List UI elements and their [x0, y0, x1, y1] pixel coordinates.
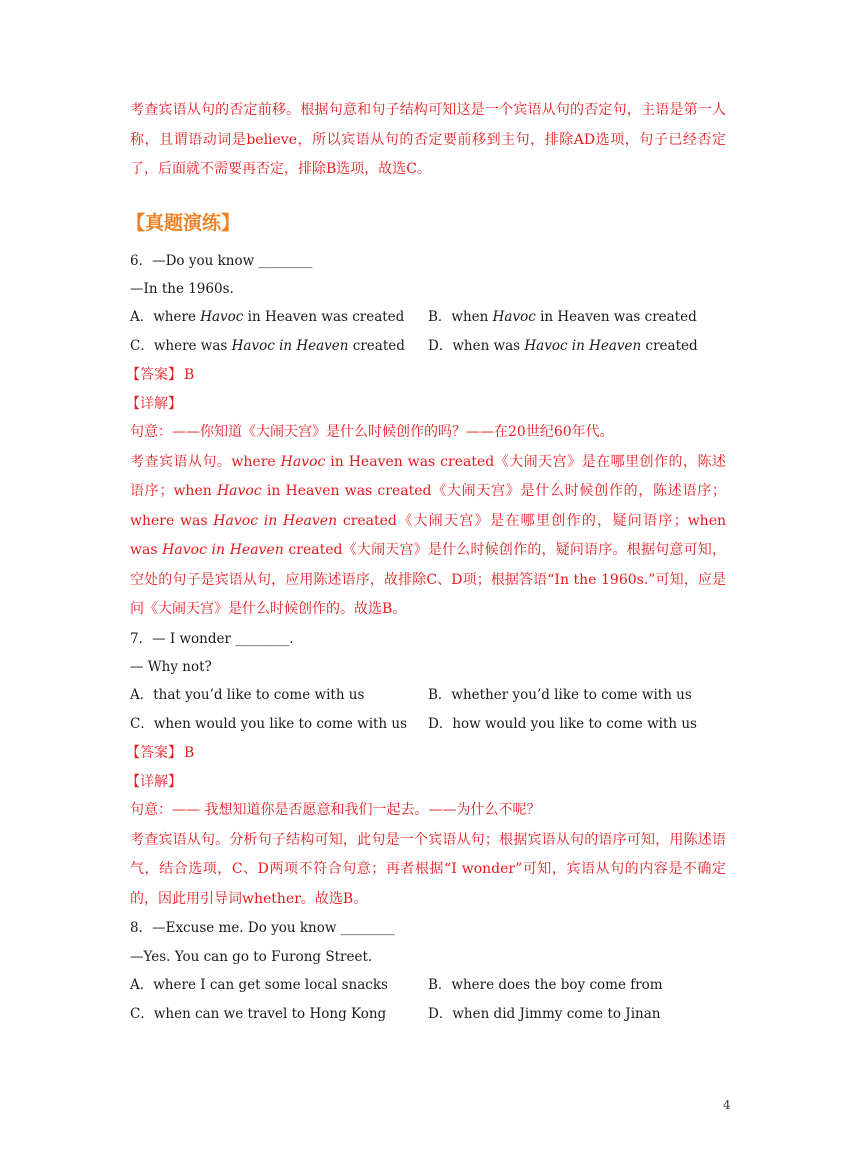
q6-option-d: D．when was Havoc in Heaven created [428, 338, 698, 355]
q8-options-row2 [130, 1000, 726, 1029]
q7-options-row1 [130, 681, 726, 710]
q6-option-c: C．where was Havoc in Heaven created [130, 338, 405, 355]
section-title: 【真题演练】 [126, 211, 241, 234]
q6-response: —In the 1960s. [130, 280, 234, 297]
q8-option-a: A．where I can get some local snacks [130, 976, 388, 993]
question-6 [126, 247, 727, 625]
q6-option-a: A．where Havoc in Heaven was created [130, 309, 405, 326]
q7-option-b: B．whether you’d like to come with us [428, 687, 692, 704]
q7-stem: 7．— I wonder ________. [130, 630, 294, 647]
q6-detail-label: 【详解】 [126, 395, 182, 412]
q7-explanation: 考查宾语从句。分析句子结构可知，此句是一个宾语从句；根据宾语从句的语序可知，用陈述语气，结合选项，C、D两项不符合句意；再者根据“I wonder”可知，宾语从句的内容是不确定的，因此用引导词whether。故选B。 [130, 831, 726, 907]
q6-options-row1 [130, 303, 726, 332]
q6-options-row2 [130, 332, 726, 361]
q6-meaning: 句意：——你知道《大闹天宫》是什么时候创作的吗？——在20世纪60年代。 [130, 424, 614, 441]
page-number: 4 [723, 1098, 731, 1112]
q8-response: —Yes. You can go to Furong Street. [130, 948, 373, 965]
q6-answer: 【答案】 B [126, 367, 195, 384]
q7-option-a: A．that you’d like to come with us [130, 687, 365, 704]
document-body [126, 96, 727, 1029]
q6-option-b: B．when Havoc in Heaven was created [428, 309, 697, 326]
q7-meaning: 句意：—— 我想知道你是否愿意和我们一起去。——为什么不呢？ [130, 802, 541, 819]
q6-explanation: 考查宾语从句。where Havoc in Heaven was created《大闹天宫》是在哪里创作的，陈述语序；when Havoc in Heaven was created《大闹天宫》是什么时候创作的，陈述语序；where was Havoc in Heaven created《大闹天宫》是在哪里创作的，疑问语序；when was Havoc in Heaven created《大闹天宫》是什么时候创作的，疑问语序。根据句意可知，空处的句子是宾语从句，应用陈述语序，故排除C、D项；根据答语“In the 1960s.”可知，应是问《大闹天宫》是什么时候创作的。故选B。 [130, 453, 727, 618]
q8-option-d: D．when did Jimmy come to Jinan [428, 1005, 661, 1022]
q8-option-b: B．where does the boy come from [428, 976, 663, 993]
intro-explanation: 考查宾语从句的否定前移。根据句意和句子结构可知这是一个宾语从句的否定句，主语是第一人称，且谓语动词是believe，所以宾语从句的否定要前移到主句，排除AD选项，句子已经否定了，后面就不需要再否定，排除B选项，故选C。 [130, 102, 726, 177]
q7-options-row2 [130, 710, 726, 739]
q7-response: — Why not? [130, 658, 212, 675]
q7-detail-label: 【详解】 [126, 773, 182, 790]
q8-stem: 8．—Excuse me. Do you know ________ [130, 920, 395, 937]
q7-option-c: C．when would you like to come with us [130, 716, 408, 733]
q6-stem: 6．—Do you know ________ [130, 252, 313, 269]
question-8 [130, 914, 726, 1029]
q7-answer: 【答案】 B [126, 745, 195, 762]
q8-options-row1 [130, 971, 726, 1000]
q7-option-d: D．how would you like to come with us [428, 716, 697, 733]
q8-option-c: C．when can we travel to Hong Kong [130, 1005, 387, 1022]
question-7 [126, 625, 726, 915]
